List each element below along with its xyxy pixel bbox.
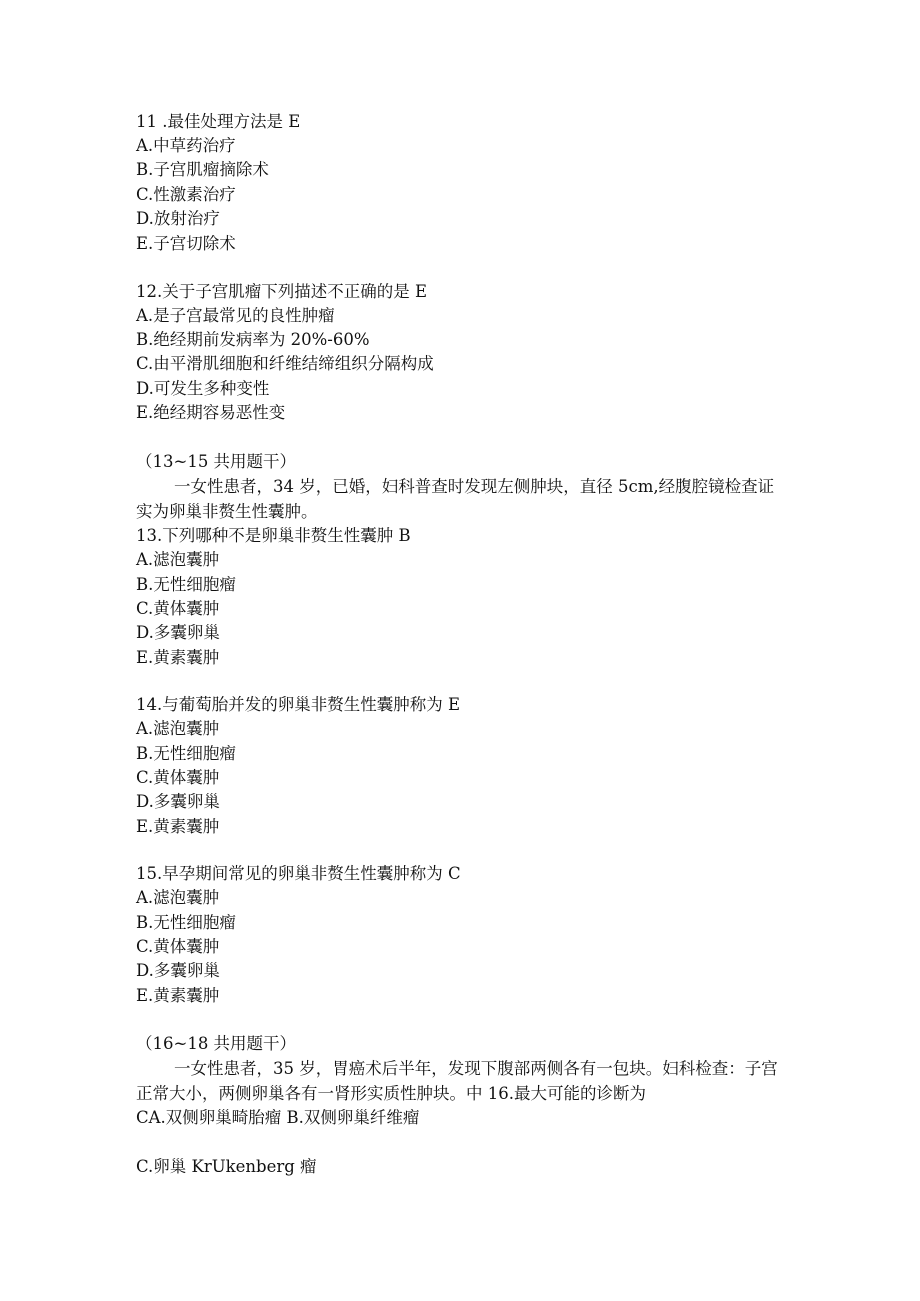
question-11-option-d: D.放射治疗 (136, 209, 220, 228)
question-12-option-b: B.绝经期前发病率为 20%-60% (136, 330, 370, 349)
group-16-18-header: （16~18 共用题干） (136, 1034, 297, 1053)
question-13-option-e: E.黄素囊肿 (136, 648, 220, 667)
question-14-option-a: A.滤泡囊肿 (136, 719, 220, 738)
question-16-options-line: CA.双侧卵巢畸胎瘤 B.双侧卵巢纤维瘤 (136, 1108, 420, 1127)
question-13-option-d: D.多囊卵巢 (136, 623, 220, 642)
question-11-option-e: E.子宫切除术 (136, 234, 236, 253)
question-15-option-c: C.黄体囊肿 (136, 937, 220, 956)
question-12-option-e: E.绝经期容易恶性变 (136, 403, 286, 422)
question-15-option-d: D.多囊卵巢 (136, 961, 220, 980)
question-12-option-d: D.可发生多种变性 (136, 379, 270, 398)
question-11-option-a: A.中草药治疗 (136, 136, 236, 155)
question-13-option-b: B.无性细胞瘤 (136, 575, 236, 594)
question-11-option-b: B.子宫肌瘤摘除术 (136, 160, 269, 179)
question-14-option-b: B.无性细胞瘤 (136, 744, 236, 763)
question-12-option-a: A.是子宫最常见的良性肿瘤 (136, 306, 335, 325)
question-13-option-a: A.滤泡囊肿 (136, 550, 220, 569)
question-16-option-c: C.卵巢 KrUkenberg 瘤 (136, 1157, 317, 1176)
question-14-option-e: E.黄素囊肿 (136, 817, 220, 836)
question-14-option-c: C.黄体囊肿 (136, 768, 220, 787)
question-12-option-c: C.由平滑肌细胞和纤维结缔组织分隔构成 (136, 354, 434, 373)
group-13-15-header: （13~15 共用题干） (136, 452, 297, 471)
question-15-option-a: A.滤泡囊肿 (136, 888, 220, 907)
question-11-stem: 11 .最佳处理方法是 E (136, 112, 301, 131)
question-15-stem: 15.早孕期间常见的卵巢非赘生性囊肿称为 C (136, 864, 461, 883)
question-15-option-e: E.黄素囊肿 (136, 986, 220, 1005)
question-12-stem: 12.关于子宫肌瘤下列描述不正确的是 E (136, 282, 428, 301)
question-13-stem: 13.下列哪种不是卵巢非赘生性囊肿 B (136, 526, 411, 545)
question-13-option-c: C.黄体囊肿 (136, 599, 220, 618)
group-13-15-case: 一女性患者，34 岁，已婚，妇科普查时发现左侧肿块，直径 5cm,经腹腔镜检查证实为卵巢非赘生性囊肿。 (136, 477, 775, 521)
question-11-option-c: C.性激素治疗 (136, 185, 236, 204)
question-15-option-b: B.无性细胞瘤 (136, 913, 236, 932)
question-14-option-d: D.多囊卵巢 (136, 792, 220, 811)
question-14-stem: 14.与葡萄胎并发的卵巢非赘生性囊肿称为 E (136, 695, 461, 714)
group-16-18-case: 一女性患者，35 岁，胃癌术后半年，发现下腹部两侧各有一包块。妇科检查：子宫正常大小，两侧卵巢各有一肾形实质性肿块。中 16.最大可能的诊断为 (136, 1059, 778, 1103)
